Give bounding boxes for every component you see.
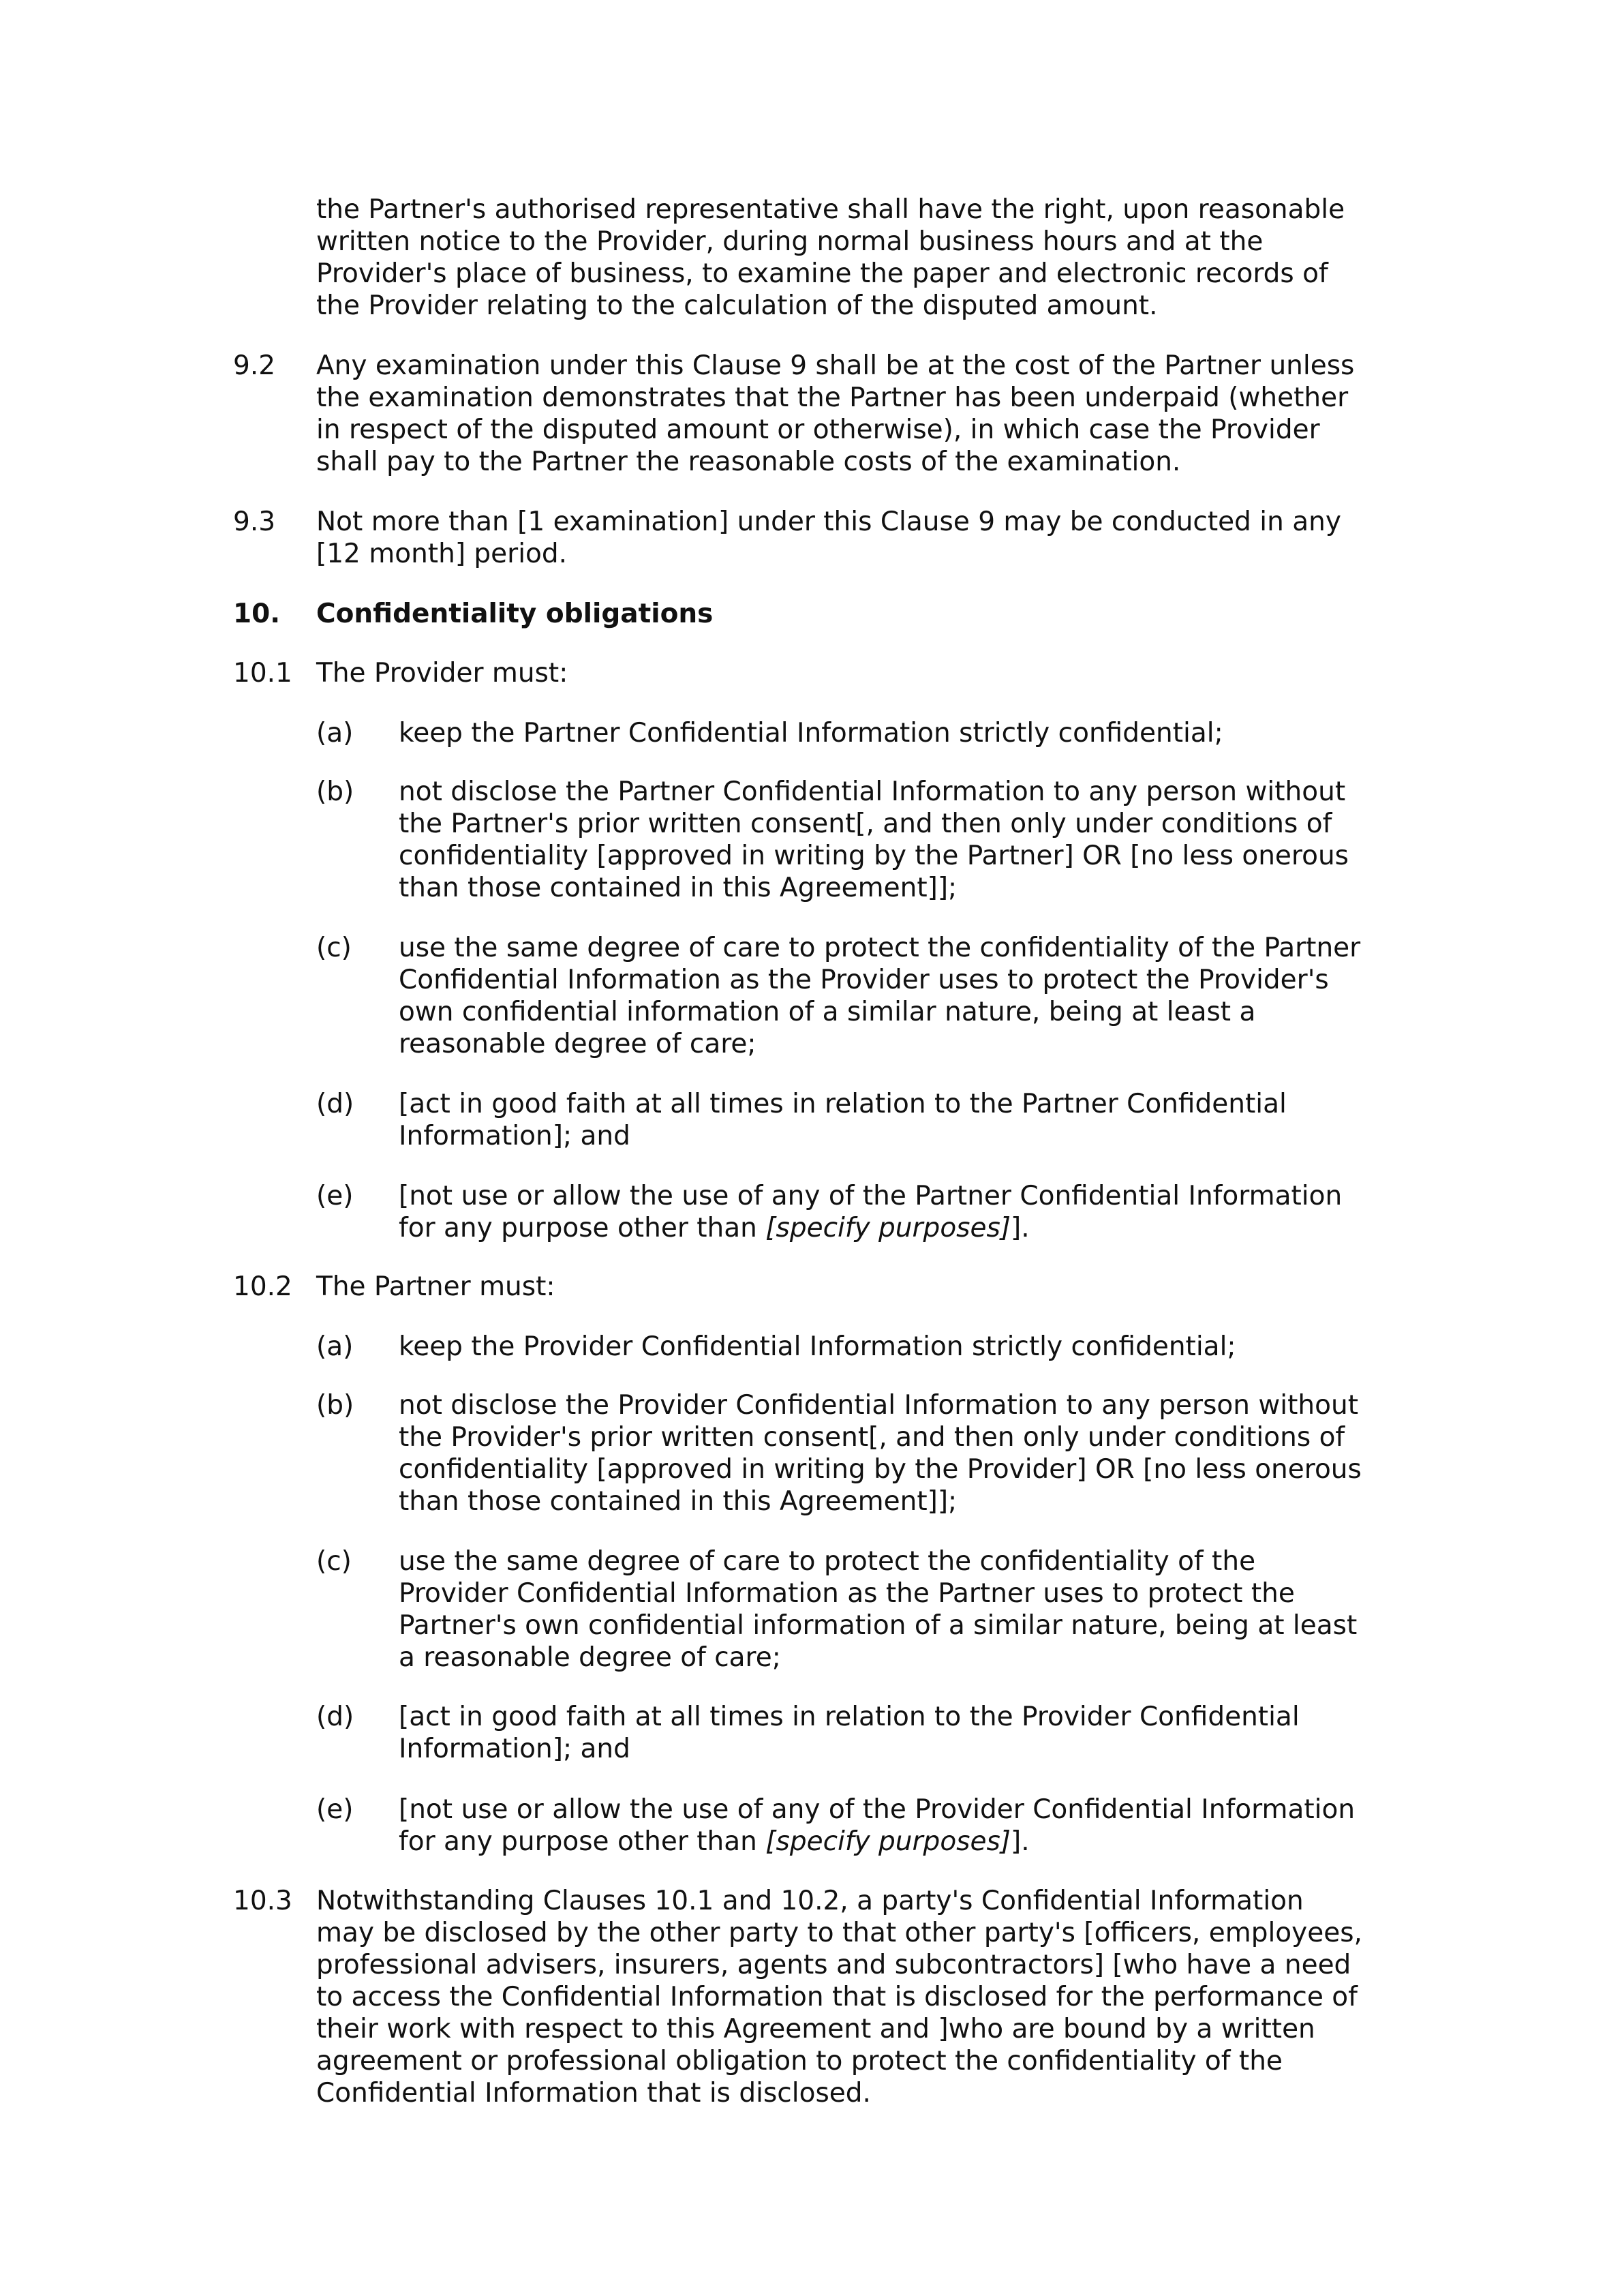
clause-intro: The Provider must:	[316, 658, 568, 689]
heading-title: Confidentiality obligations	[316, 599, 714, 629]
subclause-text-part: ].	[1011, 1213, 1030, 1243]
placeholder-text: [specify purposes]	[765, 1213, 1011, 1243]
subclause-label: (b)	[316, 776, 354, 807]
subclause-label: (b)	[316, 1390, 354, 1421]
subclause-label: (d)	[316, 1089, 354, 1119]
subclause-text: use the same degree of care to protect the confidentiality of the Provider Confidential Information as the Partner uses to protect the Partner's own confidential information of a similar nature, being at least a reasonable degree of care;	[399, 1546, 1358, 1673]
heading-number: 10.	[233, 599, 281, 629]
subclause-label: (c)	[316, 933, 352, 963]
subclause-label: (e)	[316, 1794, 354, 1825]
clause-text: Any examination under this Clause 9 shall be at the cost of the Partner unless the examination demonstrates that the Partner has been underpaid (whether in respect of the disputed amount or otherwise), in which case the Provider shall pay to the Partner the reasonable costs of the examination.	[316, 350, 1355, 477]
subclause-label: (a)	[316, 1331, 354, 1362]
subclause-text: [act in good faith at all times in relation to the Provider Confidential Information]; and	[399, 1702, 1300, 1764]
subclause-text: not disclose the Provider Confidential Information to any person without the Provider's prior written consent[, and then only under conditions of confidentiality [approved in writing by the Provider] OR [no less onerous than those contained in this Agreement]];	[399, 1390, 1362, 1517]
subclause-text: [act in good faith at all times in relation to the Partner Confidential Information]; and	[399, 1089, 1287, 1151]
subclause-text	[399, 1180, 1404, 1244]
clause-number: 10.1	[233, 658, 292, 689]
clause-number: 10.3	[233, 1886, 292, 1916]
subclause-text: use the same degree of care to protect the confidentiality of the Partner Confidential Information as the Provider uses to protect the Provider's own confidential information of a similar nature, being at least a reasonable degree of care;	[399, 933, 1361, 1059]
subclause-label: (a)	[316, 718, 354, 749]
placeholder-text: [specify purposes]	[765, 1826, 1011, 1857]
subclause-text	[399, 1794, 1404, 1858]
clause-text: Not more than [1 examination] under this Clause 9 may be conducted in any [12 month] period.	[316, 507, 1341, 569]
clause-number: 9.2	[233, 350, 276, 381]
subclause-text-part: [not use or allow the use of any of the Partner Confidential Information for any purpose other than	[399, 1181, 1343, 1243]
subclause-label: (c)	[316, 1546, 352, 1577]
subclause-text-part: ].	[1011, 1826, 1030, 1857]
clause-number: 9.3	[233, 507, 276, 537]
clause-text: Notwithstanding Clauses 10.1 and 10.2, a party's Confidential Information may be disclosed by the other party to that other party's [officers, employees, professional advisers, insurers, agents and subcontractors] [who have a need to access the Confidential Information that is disclosed for the performance of their work with respect to this Agreement and ]who are bound by a written agreement or professional obligation to protect the confidentiality of the Confidential Information that is disclosed.	[316, 1886, 1362, 2109]
clause-9-1-continuation: the Partner's authorised representative shall have the right, upon reasonable written notice to the Provider, during normal business hours and at the Provider's place of business, to examine the paper and electronic records of the Provider relating to the calculation of the disputed amount.	[316, 194, 1345, 321]
subclause-text: not disclose the Partner Confidential Information to any person without the Partner's prior written consent[, and then only under conditions of confidentiality [approved in writing by the Partner] OR [no less onerous than those contained in this Agreement]];	[399, 776, 1349, 903]
subclause-label: (e)	[316, 1181, 354, 1211]
subclause-text-part: [not use or allow the use of any of the Provider Confidential Information for any purpose other than	[399, 1794, 1356, 1857]
subclause-text: keep the Partner Confidential Information strictly confidential;	[399, 718, 1223, 749]
subclause-label: (d)	[316, 1702, 354, 1732]
clause-number: 10.2	[233, 1271, 292, 1302]
subclause-text: keep the Provider Confidential Information strictly confidential;	[399, 1331, 1236, 1362]
clause-intro: The Partner must:	[316, 1271, 555, 1302]
